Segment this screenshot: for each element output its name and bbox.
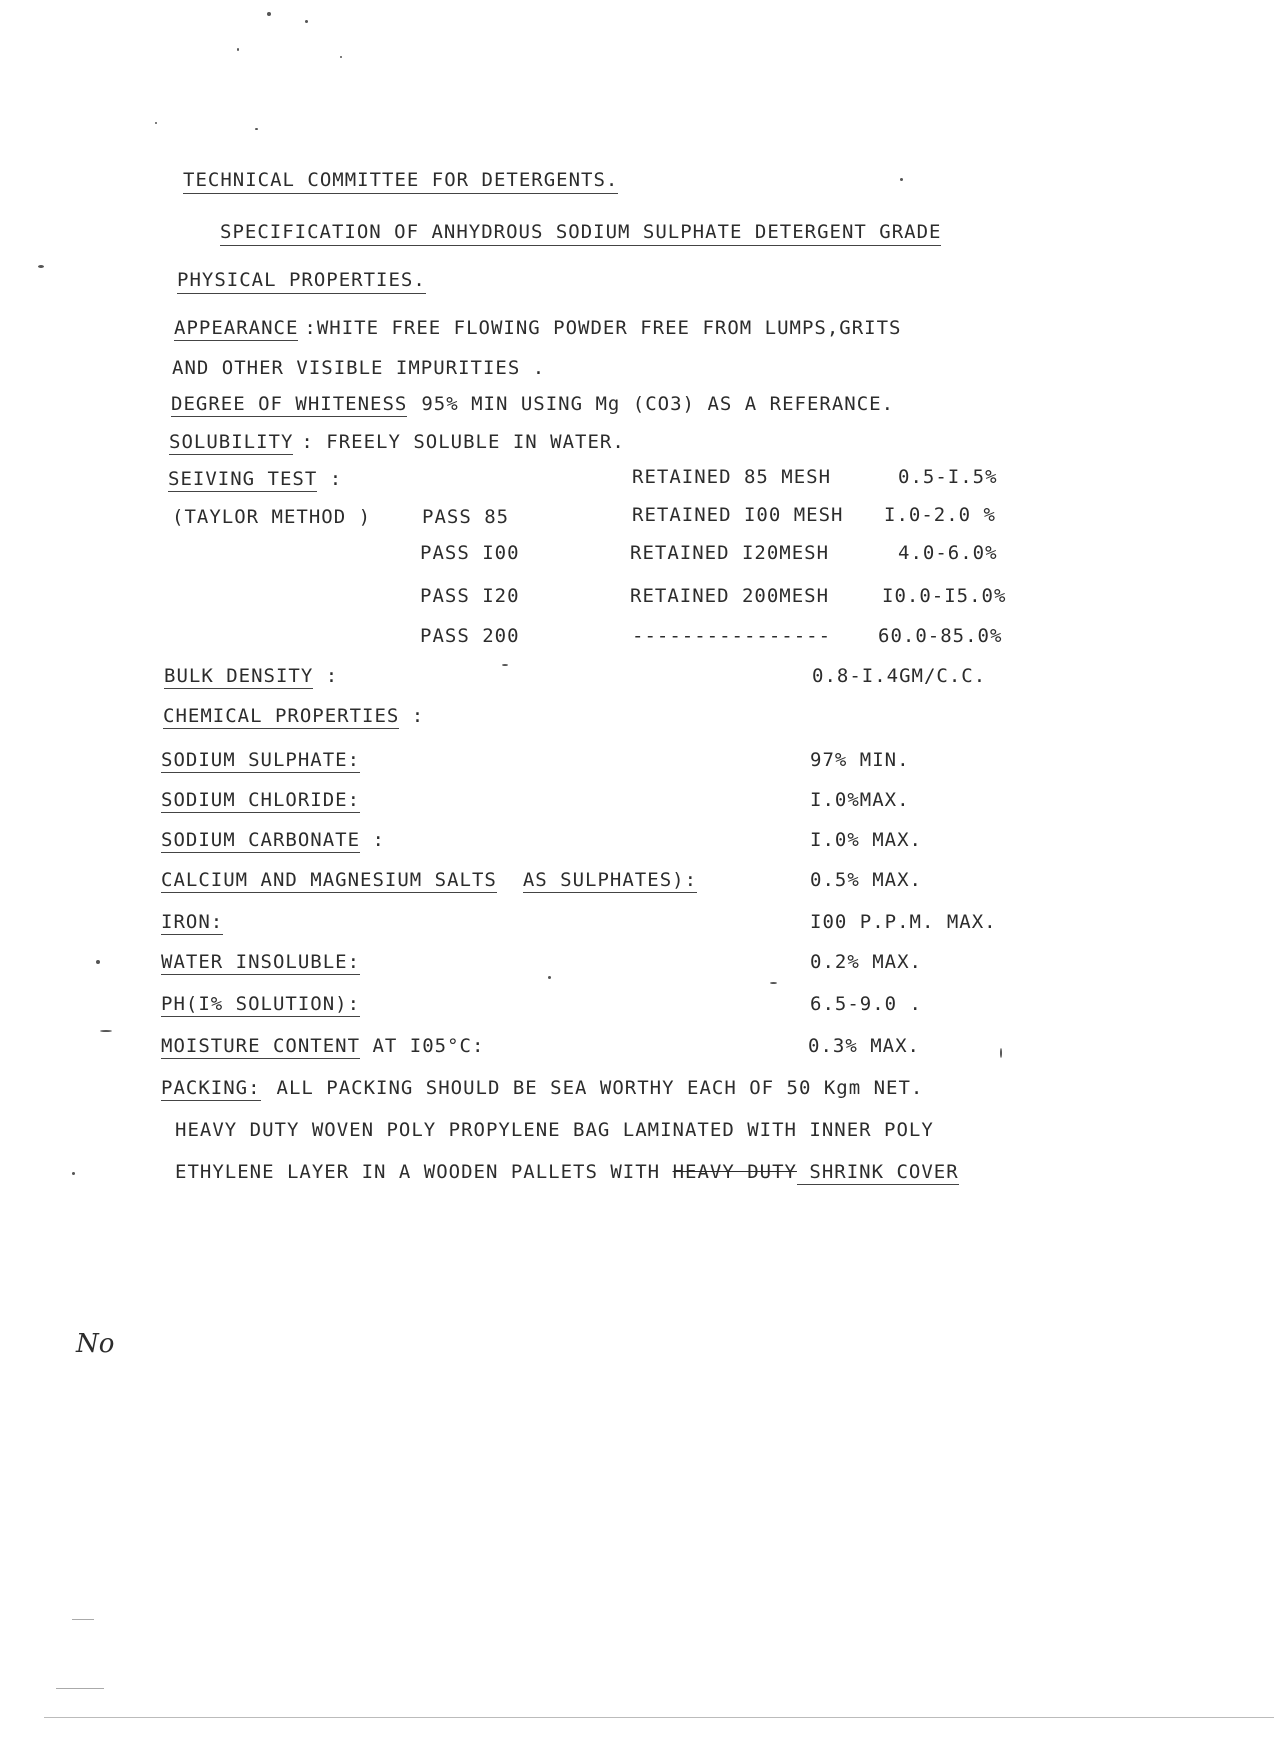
spec-title: SPECIFICATION OF ANHYDROUS SODIUM SULPHATE DETERGENT GRADE [220, 220, 941, 246]
solubility-row [169, 430, 625, 454]
appearance-continued: AND OTHER VISIBLE IMPURITIES . [172, 357, 546, 379]
packing-line-1: ALL PACKING SHOULD BE SEA WORTHY EACH OF 50 Kgm NET. [276, 1077, 924, 1099]
sieve-row-3-retained: RETAINED I20MESH [630, 542, 830, 564]
sieving-colon: : [329, 468, 343, 490]
chem-label: SODIUM CHLORIDE: [161, 789, 361, 811]
sieve-row-5-retained: ---------------- [632, 625, 832, 647]
bulk-density-colon: : [325, 665, 339, 687]
scan-line [72, 1619, 94, 1620]
sieving-label: SEIVING TEST [168, 468, 318, 490]
chemical-heading-colon: : [411, 705, 425, 727]
scan-speck [96, 960, 100, 964]
scan-speck [100, 1030, 112, 1032]
sieve-row-4-retained: RETAINED 200MESH [630, 585, 830, 607]
sieve-row-3-range: 4.0-6.0% [898, 542, 998, 564]
scan-speck [72, 1172, 75, 1175]
chem-value-iron: I00 P.P.M. MAX. [810, 911, 997, 933]
chem-row-sodium-carbonate [161, 828, 385, 852]
sieve-row-4-range: I0.0-I5.0% [882, 585, 1007, 607]
physical-heading: PHYSICAL PROPERTIES. [177, 268, 426, 294]
chem-row-sodium-sulphate [161, 748, 360, 772]
chem-row-iron [161, 910, 223, 934]
bulk-density-row [164, 664, 338, 688]
scan-speck [38, 265, 44, 268]
sieving-method: (TAYLOR METHOD ) [172, 506, 372, 528]
packing-label: PACKING: [161, 1077, 261, 1099]
packing-line-3a: ETHYLENE LAYER IN A WOODEN PALLETS WITH [175, 1161, 673, 1183]
sieve-row-3-pass: PASS I00 [420, 542, 520, 564]
solubility-value: : FREELY SOLUBLE IN WATER. [301, 431, 625, 453]
sieve-row-5-pass: PASS 200 [420, 625, 520, 647]
bulk-density-value: 0.8-I.4GM/C.C. [812, 665, 987, 687]
chem-suffix: AT I05°C: [372, 1035, 485, 1057]
sieve-row-5-range: 60.0-85.0% [878, 625, 1003, 647]
sieve-row-2-range: I.0-2.0 % [884, 504, 996, 526]
bulk-density-label: BULK DENSITY [164, 665, 314, 687]
chem-value-calcium-magnesium: 0.5% MAX. [810, 869, 922, 891]
chem-value-sodium-chloride: I.0%MAX. [810, 789, 910, 811]
solubility-label: SOLUBILITY [169, 431, 294, 453]
sieve-row-2-pass: PASS 85 [422, 506, 510, 528]
scan-bottom-edge [44, 1717, 1274, 1718]
chem-row-water-insoluble [161, 950, 360, 974]
chem-row-sodium-chloride [161, 788, 360, 812]
chem-value-water-insoluble: 0.2% MAX. [810, 951, 922, 973]
packing-line-3 [175, 1160, 959, 1184]
handwritten-note: No [76, 1329, 115, 1359]
chem-suffix: : [372, 829, 385, 851]
chem-label: PH(I% SOLUTION): [161, 993, 361, 1015]
chem-row-ph [161, 992, 360, 1016]
chem-label: CALCIUM AND MAGNESIUM SALTS [161, 869, 497, 891]
sieve-row-2-retained: RETAINED I00 MESH [632, 504, 844, 526]
chem-label: IRON: [161, 911, 224, 933]
packing-line-2: HEAVY DUTY WOVEN POLY PROPYLENE BAG LAMINATED WITH INNER POLY [175, 1119, 934, 1141]
chem-label: WATER INSOLUBLE: [161, 951, 361, 973]
chem-row-moisture [161, 1034, 484, 1058]
scan-speck [1000, 1048, 1002, 1058]
sieve-row-1-range: 0.5-I.5% [898, 466, 998, 488]
committee-title: TECHNICAL COMMITTEE FOR DETERGENTS. [183, 168, 618, 194]
chemical-heading-label: CHEMICAL PROPERTIES [163, 705, 400, 727]
whiteness-value: 95% MIN USING Mg (CO3) AS A REFERANCE. [421, 393, 895, 415]
scan-speck [237, 48, 239, 51]
whiteness-row [171, 392, 894, 416]
scan-speck [900, 178, 903, 181]
chemical-heading [163, 704, 424, 728]
scan-speck [305, 20, 308, 23]
chem-value-moisture: 0.3% MAX. [808, 1035, 920, 1057]
chem-value-sodium-carbonate: I.0% MAX. [810, 829, 922, 851]
scan-speck [267, 12, 271, 16]
chem-value-ph: 6.5-9.0 . [810, 993, 922, 1015]
sieve-row-4-pass: PASS I20 [420, 585, 520, 607]
chem-row-calcium-magnesium [161, 868, 697, 892]
chem-suffix: AS SULPHATES): [522, 869, 698, 891]
chem-label: SODIUM SULPHATE: [161, 749, 361, 771]
appearance-label: APPEARANCE [174, 317, 299, 339]
appearance-row [174, 316, 901, 340]
whiteness-label: DEGREE OF WHITENESS [171, 393, 408, 415]
chem-value-sodium-sulphate: 97% MIN. [810, 749, 910, 771]
scan-speck [548, 976, 551, 979]
packing-row [161, 1076, 923, 1100]
chem-label: MOISTURE CONTENT [161, 1035, 361, 1057]
sieving-heading [168, 467, 342, 491]
scan-speck [502, 664, 508, 666]
scan-speck [340, 56, 342, 58]
scan-speck [255, 128, 258, 130]
sieve-row-1-retained: RETAINED 85 MESH [632, 466, 832, 488]
scan-speck [770, 982, 777, 984]
chem-label: SODIUM CARBONATE [161, 829, 361, 851]
scan-line [56, 1688, 104, 1689]
appearance-value: :WHITE FREE FLOWING POWDER FREE FROM LUMPS,GRITS [304, 317, 902, 339]
packing-struck-text: HEAVY DUTY [672, 1161, 797, 1183]
scan-speck [155, 122, 157, 124]
packing-line-3c: SHRINK COVER [796, 1161, 959, 1183]
